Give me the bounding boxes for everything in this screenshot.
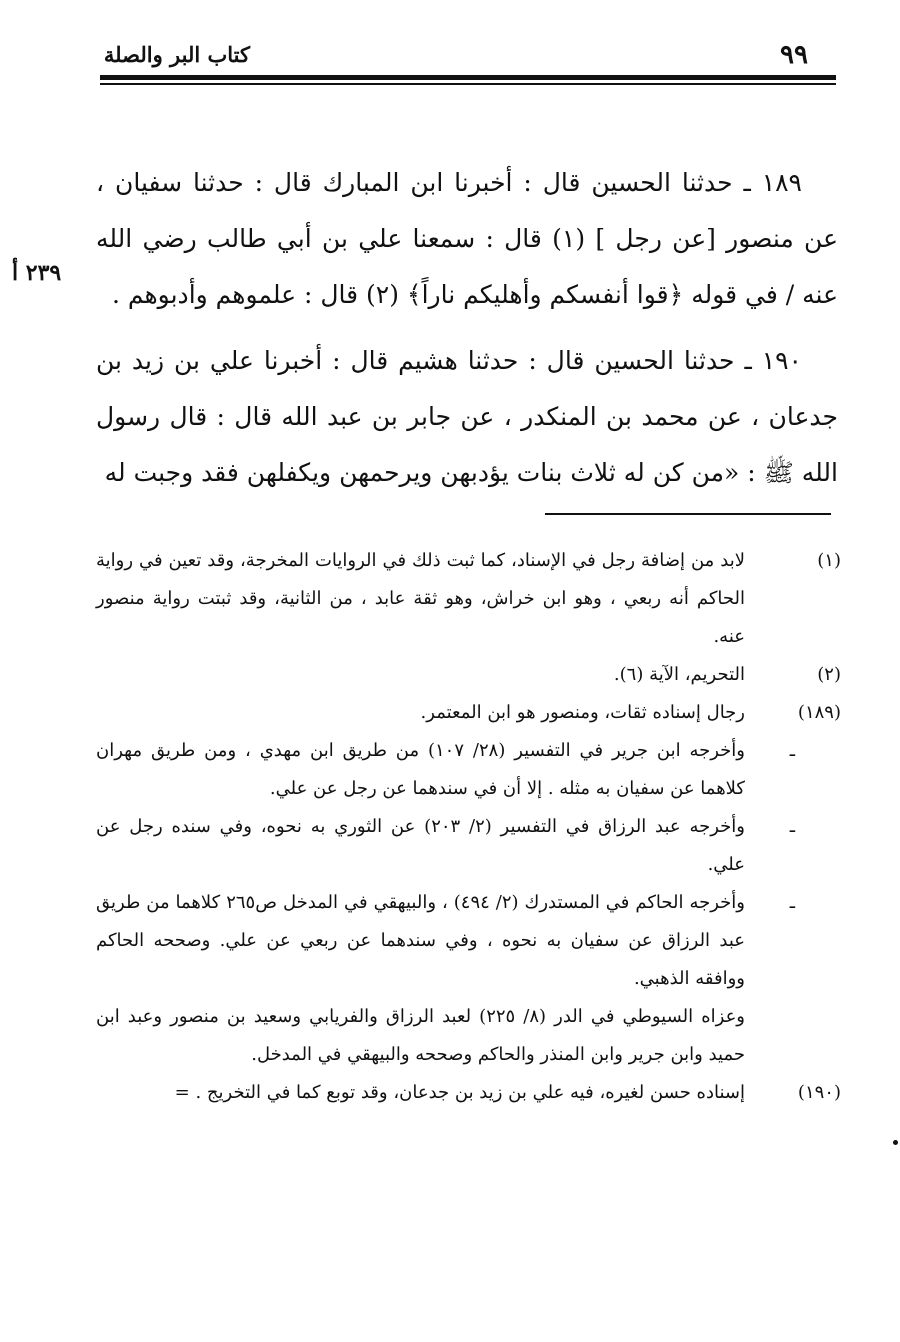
footnotes (96, 542, 841, 1112)
footnote-text: وعزاه السيوطي في الدر (٨/ ٢٢٥) لعبد الرزاق والفريابي وسعيد بن منصور وعبد ابن حميد وابن جرير وابن المنذر والحاكم وصححه والبيهقي في المدخل. (96, 1006, 745, 1065)
running-header-title: كتاب البر والصلة (103, 42, 250, 67)
footnote-separator (545, 513, 831, 515)
header-rule-thick (100, 75, 836, 80)
main-text (96, 155, 838, 501)
page-number: ٩٩ (780, 40, 808, 70)
footnote-item (96, 732, 841, 808)
footnote-item (96, 998, 841, 1074)
footnote-text: وأخرجه الحاكم في المستدرك (٢/ ٤٩٤) ، والبيهقي في المدخل ص٢٦٥ كلاهما من طريق عبد الرزاق عن سفيان به نحوه ، وفي سندهما عن ربعي عن علي. وصححه الحاكم ووافقه الذهبي. (96, 892, 745, 989)
footnote-text: وأخرجه ابن جرير في التفسير (٢٨/ ١٠٧) من طريق ابن مهدي ، ومن طريق مهران كلاهما عن سفيان به مثله . إلا أن في سندهما عن رجل عن علي. (96, 740, 745, 799)
footnote-marker: ـ (789, 892, 795, 913)
footnote-item (96, 542, 841, 656)
hadith-190: ١٩٠ ـ حدثنا الحسين قال : حدثنا هشيم قال : أخبرنا علي بن زيد بن جدعان ، عن محمد بن المنكدر ، عن جابر بن عبد الله قال : قال رسول الله ﷺ : «من كن له ثلاث بنات يؤدبهن ويرحمهن ويكفلهن فقد وجبت له (96, 346, 838, 487)
footnote-marker: (١٨٩) (797, 702, 841, 723)
footnote-text: وأخرجه عبد الرزاق في التفسير (٢/ ٢٠٣) عن الثوري به نحوه، وفي سنده رجل عن علي. (96, 816, 745, 875)
footnote-text: التحريم، الآية (٦). (613, 664, 745, 685)
footnote-marker: ـ (789, 816, 795, 837)
header-rule-thin (100, 83, 836, 85)
scan-speck (893, 1140, 898, 1145)
footnote-item (96, 884, 841, 998)
footnote-item (96, 694, 841, 732)
footnote-marker: ـ (789, 740, 795, 761)
footnote-item (96, 808, 841, 884)
footnote-text: لابد من إضافة رجل في الإسناد، كما ثبت ذلك في الروايات المخرجة، وقد تعين في رواية الحاكم أنه ربعي ، وهو ابن خراش، وهو ثقة عابد ، من الثانية، وقد ثبتت رواية منصور عنه. (96, 550, 745, 647)
footnote-text: رجال إسناده ثقات، ومنصور هو ابن المعتمر. (420, 702, 745, 723)
footnote-marker: (١) (817, 550, 841, 571)
footnote-item (96, 1074, 841, 1112)
manuscript-folio-ref: ٢٣٩ أ (12, 260, 62, 286)
footnote-marker: (١٩٠) (797, 1082, 841, 1103)
hadith-189: ١٨٩ ـ حدثنا الحسين قال : أخبرنا ابن المبارك قال : حدثنا سفيان ، عن منصور [عن رجل ] (١) قال : سمعنا علي بن أبي طالب رضي الله عنه / في قوله ﴿قوا أنفسكم وأهليكم ناراً﴾ (٢) قال : علموهم وأدبوهم . (96, 168, 839, 309)
footnote-item (96, 656, 841, 694)
footnote-marker: (٢) (817, 664, 841, 685)
footnote-text: إسناده حسن لغيره، فيه علي بن زيد بن جدعان، وقد توبع كما في التخريج . = (174, 1082, 745, 1103)
